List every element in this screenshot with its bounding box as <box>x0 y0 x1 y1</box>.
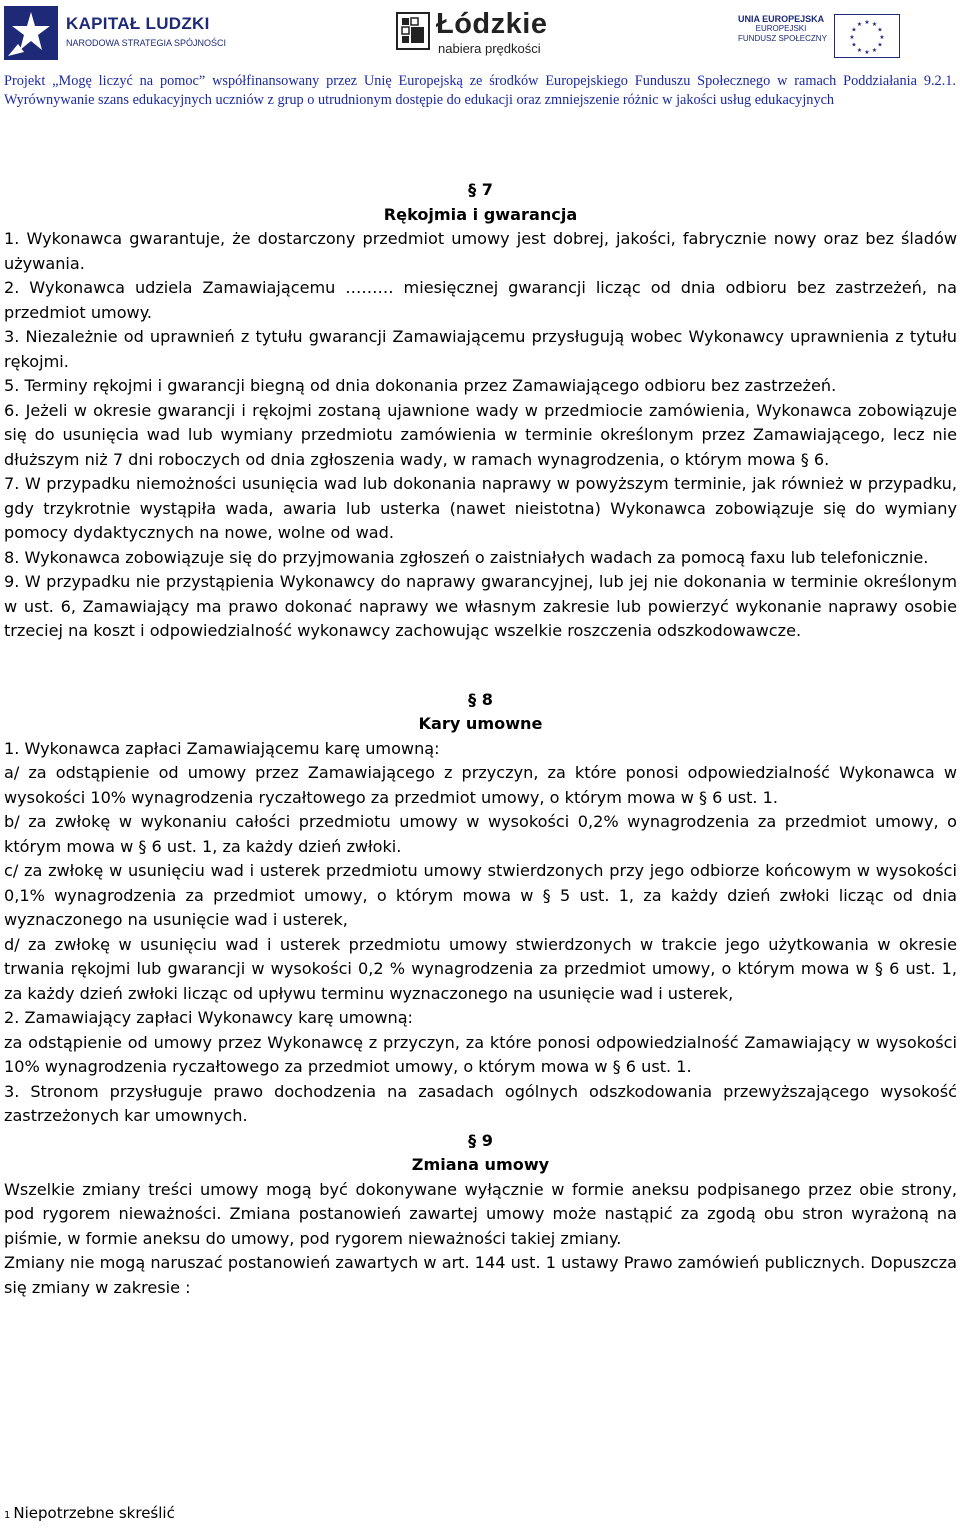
section-8-item-b: b/ za zwłokę w wykonaniu całości przedmiotu umowy w wysokości 0,2% wynagrodzenia za przedmiot umowy, o którym mowa w § 6 ust. 1, za każdy dzień zwłoki. <box>4 812 957 856</box>
svg-text:★: ★ <box>849 34 855 41</box>
svg-text:★: ★ <box>856 47 863 54</box>
section-7-item-3: 3. Niezależnie od uprawnień z tytułu gwarancji Zamawiającemu przysługują wobec Wykonawcy uprawnienia z tytułu rękojmi. <box>4 327 957 371</box>
svg-text:★: ★ <box>851 26 857 34</box>
lodzkie-title: Łódzkie <box>436 8 548 40</box>
kapital-ludzki-title: KAPITAŁ LUDZKI <box>66 14 210 33</box>
section-7-item-7: 7. W przypadku niemożności usunięcia wad lub dokonania naprawy w powyższym terminie, jak również w przypadku, gdy trzykrotnie wystąpiła wada, awaria lub usterka (nawet nieistotna) Wykonawca zobowiązuje się do wymiany pomocy dydaktycznych na nowe, wolne od wad. <box>4 474 957 542</box>
svg-text:★: ★ <box>864 49 870 56</box>
section-8-item-3: 3. Stronom przysługuje prawo dochodzenia na zasadach ogólnych odszkodowania przewyższającego wysokość zastrzeżonych kar umownych. <box>4 1081 957 1125</box>
section-8-number: § 8 <box>468 689 493 709</box>
svg-text:★: ★ <box>864 19 870 26</box>
svg-text:★: ★ <box>851 41 857 49</box>
svg-text:★: ★ <box>856 21 863 28</box>
eu-logo-text <box>738 14 827 44</box>
section-8-item-2: 2. Zamawiający zapłaci Wykonawcy karę umowną: <box>4 1008 413 1027</box>
footnote-text: Niepotrzebne skreślić <box>13 1504 175 1522</box>
section-gap <box>4 644 957 688</box>
eu-logo-line1: UNIA EUROPEJSKA <box>738 14 825 24</box>
svg-text:★: ★ <box>871 21 878 28</box>
section-7-item-2: 2. Wykonawca udziela Zamawiającemu ……… miesięcznej gwarancji licząc od dnia odbioru bez zastrzeżeń, na przedmiot umowy. <box>4 278 957 322</box>
footnote-mark: 1 <box>4 1510 11 1521</box>
section-9-paragraph-1: Wszelkie zmiany treści umowy mogą być dokonywane wyłącznie w formie aneksu podpisanego przez obie strony, pod rygorem nieważności. Zmiana postanowień zawartej umowy może nastąpić za zgodą obu stron wyrażoną na piśmie, w formie aneksu do umowy, pod rygorem nieważności takiej zmiany. <box>4 1179 957 1248</box>
section-9-paragraph-2: Zmiany nie mogą naruszać postanowień zawartych w art. 144 ust. 1 ustawy Prawo zamówień publicznych. Dopuszcza się zmiany w zakresie : <box>4 1253 957 1297</box>
kapital-ludzki-subtitle: NARODOWA STRATEGIA SPÓJNOŚCI <box>66 38 227 48</box>
lodzkie-emblem-icon <box>396 12 430 50</box>
kapital-ludzki-emblem-icon <box>4 6 58 60</box>
footnote <box>4 1503 175 1526</box>
project-header: Projekt „Mogę liczyć na pomoc” współfinansowany przez Unię Europejską ze środków Europejskiego Funduszu Społecznego w ramach Poddziałania 9.2.1. Wyrównywanie szans edukacyjnych uczniów z grup o utrudnionym dostępie do edukacji oraz zmniejszenie różnic w jakości usług edukacyjnych <box>4 73 956 108</box>
logo-strip <box>0 0 960 72</box>
eu-logo-line3: FUNDUSZ SPOŁECZNY <box>738 34 827 43</box>
section-8-title: Kary umowne <box>418 714 543 733</box>
svg-text:★: ★ <box>879 34 885 41</box>
lodzkie-subtitle: nabiera prędkości <box>438 41 541 56</box>
section-7-number: § 7 <box>468 180 493 199</box>
section-7-item-9: 9. W przypadku nie przystąpienia Wykonawcy do naprawy gwarancyjnej, lub jej nie dokonania w terminie określonym w ust. 6, Zamawiający ma prawo dokonać naprawy we własnym zakresie lub powierzyć wykonanie naprawy osobie trzeciej na koszt i odpowiedzialność wykonawcy zachowując wszelkie roszczenia odszkodowawcze. <box>4 572 957 640</box>
section-7-item-5: 5. Terminy rękojmi i gwarancji biegną od dnia dokonania przez Zamawiającego odbioru bez zastrzeżeń. <box>4 376 837 395</box>
eu-logo <box>738 14 938 60</box>
svg-text:★: ★ <box>871 47 878 54</box>
svg-text:★: ★ <box>877 26 883 34</box>
lodzkie-logo <box>396 8 576 62</box>
section-8-item-a: a/ za odstąpienie od umowy przez Zamawiającego z przyczyn, za które ponosi odpowiedzialność Wykonawca w wysokości 10% wynagrodzenia ryczałtowego za przedmiot umowy, o którym mowa w § 6 ust. 1. <box>4 763 957 807</box>
section-7-item-8: 8. Wykonawca zobowiązuje się do przyjmowania zgłoszeń o zaistniałych wadach za pomocą faxu lub telefonicznie. <box>4 547 929 567</box>
svg-text:★: ★ <box>877 41 883 49</box>
section-7-item-6: 6. Jeżeli w okresie gwarancji i rękojmi zostaną ujawnione wady w przedmiocie zamówienia, Wykonawca zobowiązuje się do usunięcia wad lub wymiany przedmiotu zamówienia w terminie określonym przez Zamawiającego, lecz nie dłuższym niż 7 dni roboczych od dnia zgłoszenia wady, w ramach wynagrodzenia, o którym mowa § 6. <box>4 400 957 469</box>
kapital-ludzki-logo <box>4 6 227 60</box>
section-9-number: § 9 <box>468 1130 493 1150</box>
eu-logo-line2: EUROPEJSKI <box>755 24 807 33</box>
eu-flag-icon <box>834 14 900 58</box>
section-7-item-1: 1. Wykonawca gwarantuje, że dostarczony przedmiot umowy jest dobrej, jakości, fabrycznie nowy oraz bez śladów używania. <box>4 229 957 273</box>
section-8-item-c: c/ za zwłokę w usunięciu wad i usterek przedmiotu umowy stwierdzonych przy jego odbiorze końcowym w wysokości 0,1% wynagrodzenia za przedmiot umowy, o którym mowa w § 5 ust. 1, za każdy dzień zwłoki licząc od dnia wyznaczonego na usunięcie wad i usterek, <box>4 861 957 929</box>
section-8-item-1: 1. Wykonawca zapłaci Zamawiającemu karę umowną: <box>4 738 440 758</box>
section-8-item-d: d/ za zwłokę w usunięciu wad i usterek przedmiotu umowy stwierdzonych w trakcie jego użytkowania w okresie trwania rękojmi lub gwarancji w wysokości 0,2 % wynagrodzenia za przedmiot umowy, o którym mowa w § 6 ust. 1, za każdy dzień zwłoki licząc od upływu terminu wyznaczonego na usunięcie wad i usterek, <box>4 934 957 1003</box>
section-9-title: Zmiana umowy <box>411 1155 550 1174</box>
section-8-item-2-text: za odstąpienie od umowy przez Wykonawcę z przyczyn, za które ponosi odpowiedzialność Zamawiający w wysokości 10% wynagrodzenia ryczałtowego za przedmiot umowy, o którym mowa w § 6 ust. 1. <box>4 1032 957 1076</box>
section-7-title: Rękojmia i gwarancja <box>383 204 578 224</box>
document-body <box>4 178 957 1300</box>
